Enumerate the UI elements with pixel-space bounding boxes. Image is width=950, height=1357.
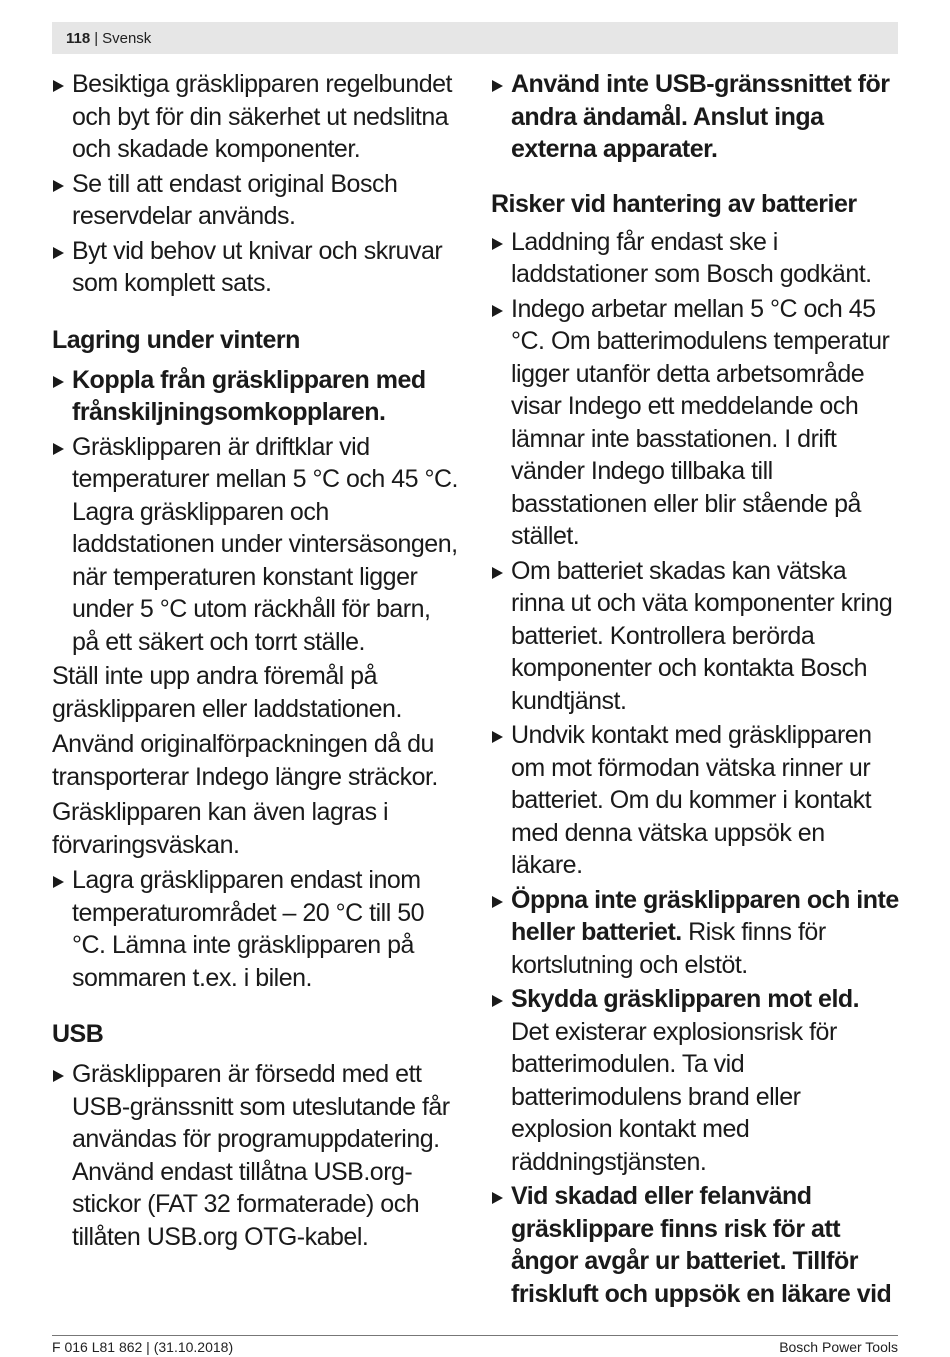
bullet-triangle-icon [492, 1192, 503, 1204]
list-item: Indego arbetar mellan 5 °C och 45 °C. Om batterimodulens temperatur ligger utanför detta arbetsområde visar Indego ett meddelande och lämnar inte basstationen. I drift vänder Indego tillbaka till basstationen eller blir stående på stället. [491, 293, 901, 553]
right-column [491, 68, 901, 1312]
list-item: Vid skadad eller felanvänd gräsklippare finns risk för att ångor avgår ur batteriet. Tillför friskluft och uppsök en läkare vid [491, 1180, 901, 1310]
footer-brand: Bosch Power Tools [779, 1339, 898, 1355]
paragraph: Ställ inte upp andra föremål på gräsklipparen eller laddstationen. [52, 662, 402, 723]
bullet-triangle-icon [492, 731, 503, 743]
page-number: 118 [66, 29, 91, 47]
bullet-triangle-icon [53, 376, 64, 388]
bullet-triangle-icon [492, 567, 503, 579]
section-heading-usb: USB [52, 1020, 104, 1048]
list-item: Se till att endast original Bosch reservdelar används. [52, 168, 462, 233]
list-item: Koppla från gräsklipparen med frånskiljningsomkopplaren. [52, 364, 462, 429]
footer-divider [52, 1335, 898, 1336]
list-item: Gräsklipparen är driftklar vid temperaturer mellan 5 °C och 45 °C. Lagra gräsklipparen och laddstationen under vintersäsongen, när temperaturen konstant ligger under 5 °C utom räckhåll för barn, på ett säkert och torrt ställe. [52, 431, 462, 659]
bullet-triangle-icon [492, 896, 503, 908]
list-item: Lagra gräsklipparen endast inom temperaturområdet – 20 °C till 50 °C. Lämna inte gräsklipparen på sommaren t.ex. i bilen. [52, 864, 462, 994]
bullet-triangle-icon [53, 443, 64, 455]
list-item: Om batteriet skadas kan vätska rinna ut och väta komponenter kring batteriet. Kontrollera berörda komponenter och kontakta Bosch kundtjänst. [491, 555, 901, 718]
bullet-triangle-icon [492, 80, 503, 92]
header-separator: | [94, 29, 99, 47]
bullet-triangle-icon [53, 876, 64, 888]
bullet-triangle-icon [53, 180, 64, 192]
list-item: Undvik kontakt med gräsklipparen om mot förmodan vätska rinner ur batteriet. Om du kommer i kontakt med denna vätska uppsök en läkare. [491, 719, 901, 882]
list-item: Skydda gräsklipparen mot eld. Det existerar explosionsrisk för batterimodulen. Ta vid batterimodulens brand eller explosion kontakt med räddningstjänsten. [491, 983, 901, 1178]
bullet-triangle-icon [492, 238, 503, 250]
bullet-triangle-icon [492, 305, 503, 317]
section-heading-battery: Risker vid hantering av batterier [491, 189, 857, 218]
list-item: Gräsklipparen är försedd med ett USB-gränssnitt som uteslutande får användas för programuppdatering. Använd endast tillåtna USB.org-stickor (FAT 32 formaterade) och tillåten USB.org OTG-kabel. [52, 1058, 462, 1253]
header-language: Svensk [102, 29, 152, 47]
section-heading-winter: Lagring under vintern [52, 325, 300, 354]
list-item: Byt vid behov ut knivar och skruvar som komplett sats. [52, 235, 462, 300]
footer-doc-ref: F 016 L81 862 | (31.10.2018) [52, 1339, 234, 1355]
bullet-triangle-icon [53, 1070, 64, 1082]
left-column [52, 68, 462, 1255]
list-item: Använd inte USB-gränssnittet för andra ändamål. Anslut inga externa apparater. [491, 68, 901, 166]
bullet-triangle-icon [492, 995, 503, 1007]
page-header [52, 22, 898, 54]
paragraph: Använd originalförpackningen då du transporterar Indego längre sträckor. [52, 730, 438, 791]
bullet-triangle-icon [53, 80, 64, 92]
list-item: Besiktiga gräsklipparen regelbundet och byt för din säkerhet ut nedslitna och skadade komponenter. [52, 68, 462, 166]
list-item: Öppna inte gräsklipparen och inte heller batteriet. Risk finns för kortslutning och elstöt. [491, 884, 901, 982]
paragraph: Gräsklipparen kan även lagras i förvaringsväskan. [52, 798, 389, 859]
bullet-triangle-icon [53, 247, 64, 259]
list-item: Laddning får endast ske i laddstationer som Bosch godkänt. [491, 226, 901, 291]
